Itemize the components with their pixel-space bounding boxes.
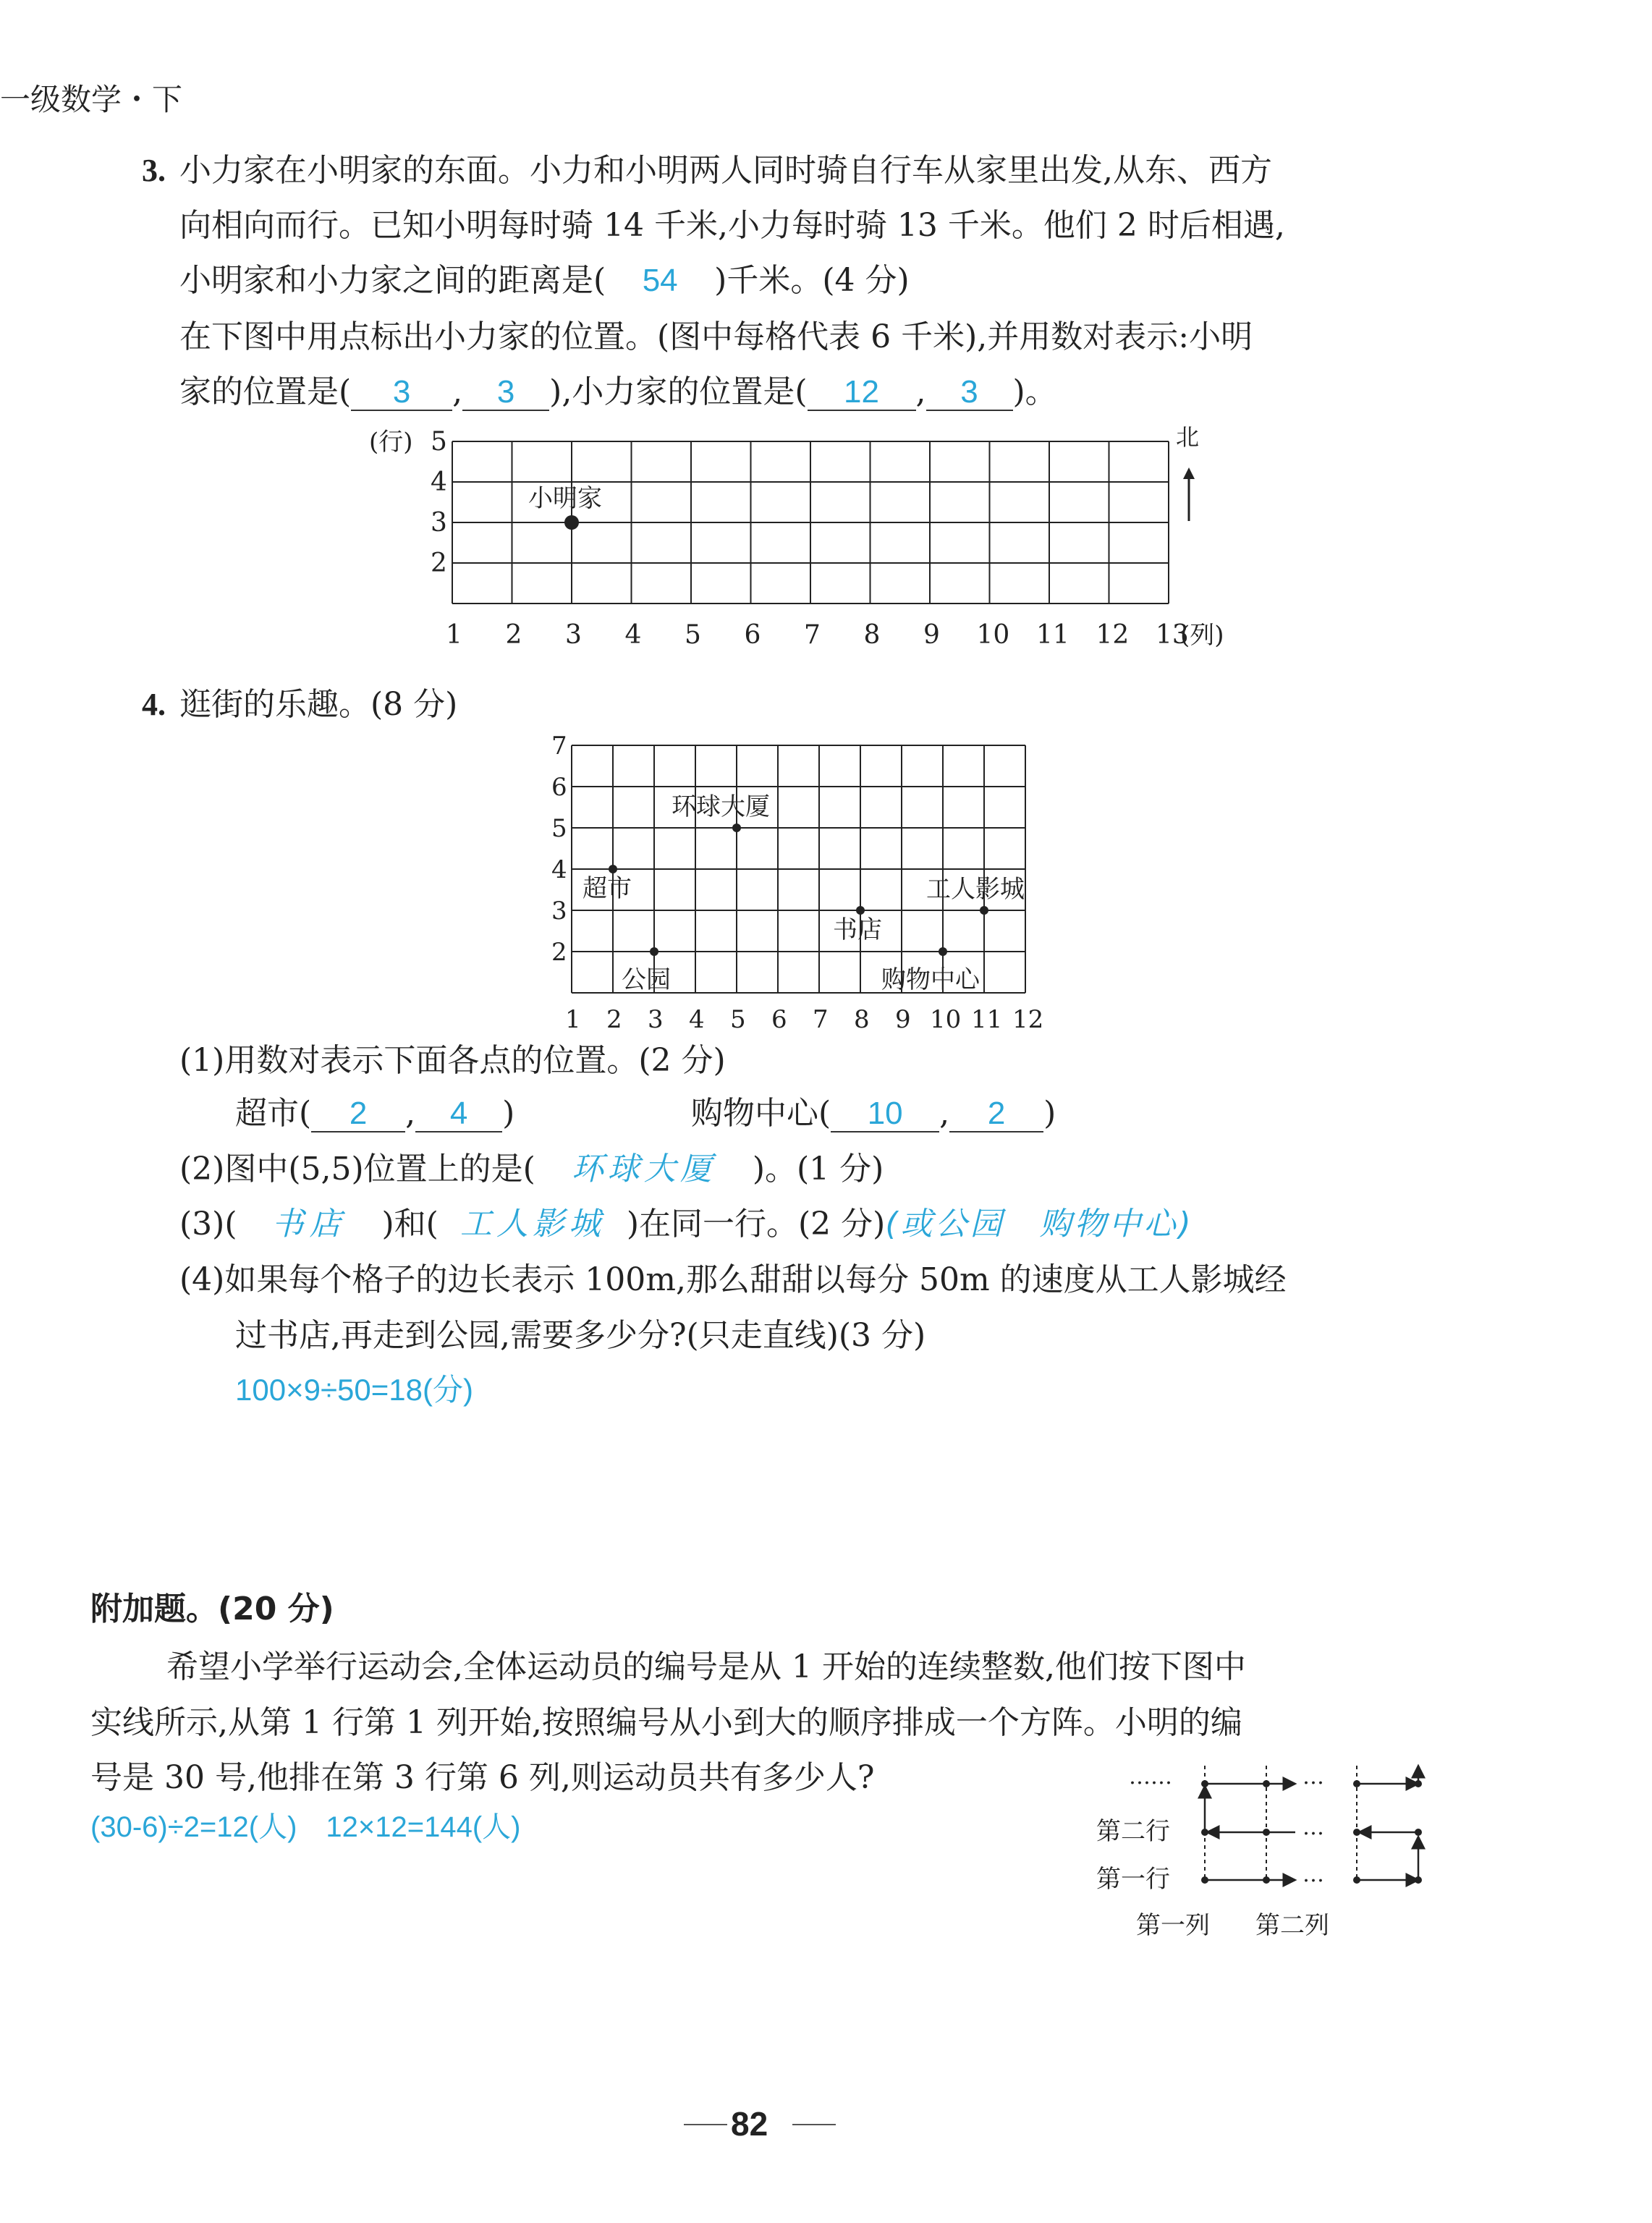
north-arrow-head (1183, 467, 1195, 479)
athlete-dot (1263, 1876, 1270, 1884)
col-tick-label: 1 (446, 620, 462, 650)
row-tick-label: 4 (551, 855, 567, 884)
col-tick-label: 3 (648, 1005, 664, 1034)
place-label: 书店 (833, 915, 882, 944)
q3-line5-post: )。 (1012, 373, 1057, 410)
q3-line2: 向相向而行。已知小明每时骑 14 千米,小力每时骑 13 千米。他们 2 时后相遇, (179, 207, 1285, 244)
col-tick-label: 7 (813, 1005, 829, 1034)
place-label: 购物中心 (881, 965, 980, 994)
row-tick-label: 5 (431, 427, 447, 457)
q4-part2 (179, 1152, 884, 1187)
row-tick-label: 3 (431, 508, 447, 538)
extra-answer: (30-6)÷2=12(人) 12×12=144(人) (90, 1811, 521, 1843)
row-tick-label: 5 (551, 814, 567, 843)
col-tick-label: 5 (730, 1005, 746, 1034)
q4-part1-mall (691, 1096, 1056, 1132)
comma: , (939, 1095, 950, 1132)
q3-line5-pre: 家的位置是( (179, 373, 352, 410)
place-label: 超市 (583, 874, 632, 903)
comma: , (452, 373, 463, 410)
xiaoming-home-label: 小明家 (528, 484, 602, 513)
extra-title: 附加题。(20 分) (90, 1591, 334, 1627)
col-tick-label: 8 (854, 1005, 870, 1034)
athlete-dot (1353, 1829, 1360, 1836)
mall-label: 购物中心( (691, 1095, 831, 1132)
diagram-ellipsis-mid: … (1302, 1815, 1324, 1840)
col-tick-label: 2 (505, 620, 522, 650)
supermarket-row-answer: 4 (415, 1096, 502, 1132)
col-tick-label: 11 (971, 1005, 1003, 1034)
q4-part3-a: (3)( (179, 1206, 237, 1242)
place-point (609, 865, 617, 873)
col-tick-label: 9 (895, 1005, 911, 1034)
q3-line5 (179, 375, 1057, 411)
q3-number: 3. (142, 153, 166, 188)
page-header: 一级数学・下 (0, 82, 183, 117)
extra-line1: 希望小学举行运动会,全体运动员的编号是从 1 开始的连续整数,他们按下图中 (166, 1648, 1246, 1685)
col-tick-label: 1 (565, 1005, 581, 1034)
mall-row-answer: 2 (949, 1096, 1043, 1132)
place-point (939, 947, 947, 956)
col-tick-label: 4 (689, 1005, 705, 1034)
extra-line3: 号是 30 号,他排在第 3 行第 6 列,则运动员共有多少人? (90, 1759, 875, 1796)
page-number: 82 (731, 2105, 768, 2143)
col-tick-label: 2 (606, 1005, 622, 1034)
q4-title: 逛街的乐趣。(8 分) (179, 686, 458, 723)
diagram-ellipsis-top: … (1302, 1764, 1324, 1790)
q4-part4-line1: (4)如果每个格子的边长表示 100m,那么甜甜以每分 50m 的速度从工人影城经 (179, 1261, 1287, 1298)
q3-line5-mid: ),小力家的位置是( (549, 373, 808, 410)
extra-line2: 实线所示,从第 1 行第 1 列开始,按照编号从小到大的顺序排成一个方阵。小明的编 (90, 1704, 1242, 1741)
col-axis-label: (列) (1180, 621, 1224, 650)
xiaoli-col-answer: 12 (808, 375, 916, 411)
athlete-dot (1201, 1780, 1208, 1787)
supermarket-label: 超市( (235, 1095, 312, 1132)
footer-rule-left (684, 2124, 727, 2125)
row-axis-label: (行) (369, 428, 413, 457)
mall-col-answer: 10 (831, 1096, 939, 1132)
q4-part2-answer: 环球大厦 (571, 1151, 716, 1187)
q4-part3-answer2: 工人影城 (459, 1206, 605, 1242)
close-paren: ) (502, 1095, 515, 1132)
place-point (980, 906, 988, 915)
col-tick-label: 13 (1156, 620, 1189, 650)
q4-part3-answer1: 书店 (271, 1206, 347, 1242)
q3-line4: 在下图中用点标出小力家的位置。(图中每格代表 6 千米),并用数对表示:小明 (179, 318, 1253, 355)
close-paren: ) (1043, 1095, 1056, 1132)
row-tick-label: 2 (551, 938, 567, 967)
q4-grid (535, 727, 1085, 1038)
col-tick-label: 10 (930, 1005, 962, 1034)
col-tick-label: 5 (685, 620, 701, 650)
athlete-dot (1201, 1829, 1208, 1836)
row-tick-label: 3 (551, 897, 567, 926)
place-label: 工人影城 (926, 875, 1025, 904)
diagram-ellipsis-bottom: … (1302, 1862, 1324, 1887)
col-tick-label: 6 (771, 1005, 787, 1034)
col-tick-label: 11 (1036, 620, 1069, 650)
q4-number: 4. (142, 687, 166, 722)
col-tick-label: 10 (976, 620, 1010, 650)
row-tick-label: 6 (551, 773, 567, 802)
q4-part3-b: )和( (381, 1206, 439, 1242)
col-tick-label: 3 (565, 620, 582, 650)
xiaoming-col-answer: 3 (351, 375, 452, 411)
col-tick-label: 12 (1012, 1005, 1044, 1034)
xiaoming-home-point (564, 515, 579, 530)
diagram-row1-label: 第一行 (1096, 1865, 1170, 1894)
col-tick-label: 7 (804, 620, 821, 650)
q3-line3-pre: 小明家和小力家之间的距离是( (179, 262, 606, 299)
diagram-col2-label: 第二列 (1255, 1911, 1329, 1940)
col-tick-label: 6 (744, 620, 761, 650)
q3-grid (362, 420, 1259, 673)
supermarket-col-answer: 2 (311, 1096, 405, 1132)
athlete-dot (1263, 1829, 1270, 1836)
row-tick-label: 4 (431, 467, 447, 497)
col-tick-label: 12 (1096, 620, 1130, 650)
north-label: 北 (1176, 423, 1200, 451)
place-label: 环球大厦 (672, 792, 770, 821)
athlete-dot (1263, 1780, 1270, 1787)
place-point (650, 947, 658, 956)
col-tick-label: 8 (863, 620, 881, 650)
xiaoming-row-answer: 3 (462, 375, 549, 411)
q3-distance-answer: 54 (642, 263, 678, 298)
q4-part3-alternative: (或公园 购物中心) (885, 1206, 1194, 1242)
athlete-dot (1201, 1876, 1208, 1884)
diagram-row2-label: 第二行 (1096, 1817, 1170, 1846)
athlete-dot (1353, 1876, 1360, 1884)
q4-part2-pre: (2)图中(5,5)位置上的是( (179, 1151, 535, 1187)
footer-rule-right (792, 2124, 836, 2125)
comma: , (915, 373, 926, 410)
q4-part1-supermarket (235, 1096, 514, 1132)
athlete-dot (1415, 1876, 1422, 1884)
q4-part3 (179, 1207, 1194, 1242)
q3-line3 (179, 263, 910, 298)
formation-diagram (1085, 1751, 1433, 1954)
place-label: 公园 (622, 965, 671, 994)
row-tick-label: 7 (551, 732, 567, 761)
col-tick-label: 4 (624, 620, 642, 650)
athlete-dot (1415, 1829, 1422, 1836)
q4-part3-c: )在同一行。(2 分) (626, 1206, 886, 1242)
athlete-dot (1415, 1780, 1422, 1787)
place-point (732, 823, 741, 832)
diagram-dots-top: …… (1129, 1764, 1172, 1790)
q4-part2-post: )。(1 分) (752, 1151, 884, 1187)
q3-line3-post: )千米。(4 分) (714, 262, 910, 299)
diagram-col1-label: 第一列 (1136, 1911, 1210, 1940)
row-tick-label: 2 (431, 549, 447, 578)
q4-part4-line2: 过书店,再走到公园,需要多少分?(只走直线)(3 分) (235, 1317, 926, 1354)
col-tick-label: 9 (923, 620, 940, 650)
comma: , (405, 1095, 416, 1132)
place-point (856, 906, 865, 915)
athlete-dot (1353, 1780, 1360, 1787)
xiaoli-row-answer: 3 (926, 375, 1013, 411)
q4-part1-title: (1)用数对表示下面各点的位置。(2 分) (179, 1042, 726, 1079)
q4-part4-answer: 100×9÷50=18(分) (235, 1373, 473, 1407)
q3-line1: 小力家在小明家的东面。小力和小明两人同时骑自行车从家里出发,从东、西方 (179, 152, 1272, 189)
